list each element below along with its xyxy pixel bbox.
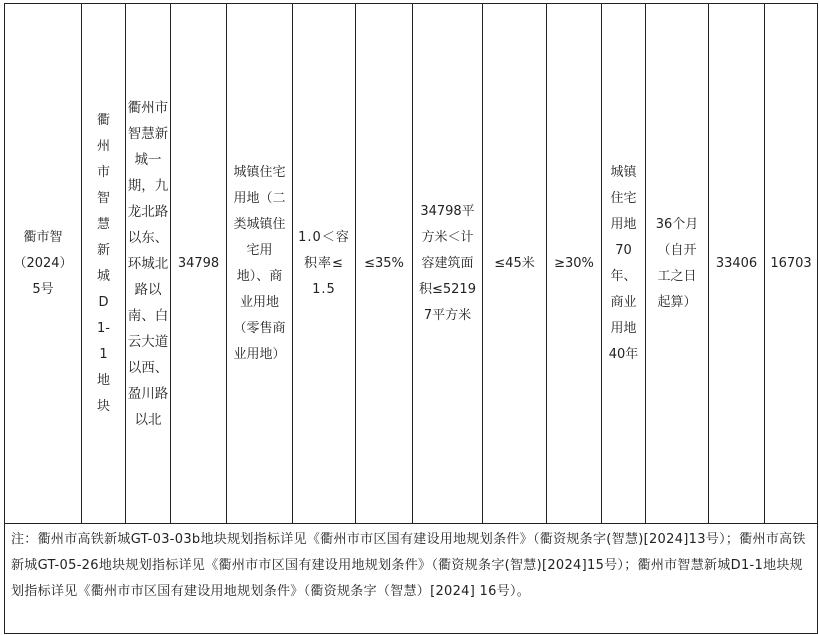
area-cell xyxy=(171,4,227,524)
land-use: 城镇住宅用地（二类城镇住宅用地）、商业用地（零售商业用地） xyxy=(233,164,286,362)
use-term-cell xyxy=(602,4,646,524)
land-use-cell xyxy=(227,4,293,524)
development-period-cell xyxy=(646,4,709,524)
land-auction-table xyxy=(4,3,818,634)
floor-area: 34798平方米＜计容建筑面积≤52197平方米 xyxy=(419,203,476,323)
start-price-cell xyxy=(709,4,765,524)
location-cell xyxy=(82,4,126,524)
location: 衢州市智慧新城D1-1地块 xyxy=(96,112,110,414)
area: 34798 xyxy=(177,255,220,271)
deposit: 16703 xyxy=(770,255,812,271)
plot-ratio-cell xyxy=(293,4,356,524)
note-row xyxy=(5,524,818,634)
use-term: 城镇住宅用地70年、商业用地40年 xyxy=(608,164,639,362)
parcel-id: 衢市智（2024）5号 xyxy=(13,229,73,297)
plot-ratio: 1.0＜容积率≤1.5 xyxy=(298,229,350,297)
parcel-id-cell xyxy=(5,4,82,524)
table-row xyxy=(5,4,818,524)
boundary: 衢州市智慧新城一期，九龙北路以东、环城北路以南、白云大道以西、盈川路以北 xyxy=(127,99,169,428)
footnote: 注：衢州市高铁新城GT-03-03b地块规划指标详见《衢州市市区国有建设用地规划条件》（衢资规条字(智慧)[2024]13号）；衢州市高铁新城GT-05-26地块规划指标详见《衢州市市区国有建设用地规划条件》（衢资规条字(智慧)[2024]15号）；衢州市智慧新城D1-1地块规划指标详见《衢州市市区国有建设用地规划条件》（衢资规条字（智慧）[2024] 16号）。 xyxy=(5,524,818,634)
start-price: 33406 xyxy=(715,255,758,271)
building-density: ≤35% xyxy=(364,255,404,271)
development-period: 36个月（自开工之日起算） xyxy=(655,216,699,310)
boundary-cell xyxy=(126,4,171,524)
building-density-cell xyxy=(356,4,413,524)
building-height: ≤45米 xyxy=(494,255,535,271)
green-ratio-cell xyxy=(547,4,602,524)
building-height-cell xyxy=(483,4,547,524)
deposit-cell xyxy=(765,4,818,524)
floor-area-cell xyxy=(413,4,483,524)
green-ratio: ≥30% xyxy=(554,255,594,271)
